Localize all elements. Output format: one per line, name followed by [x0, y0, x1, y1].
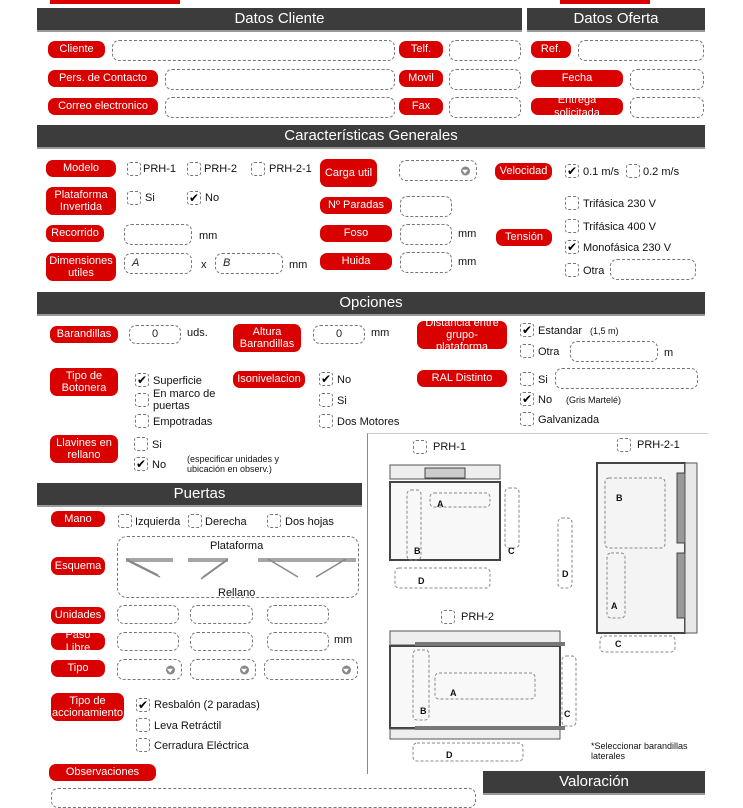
velocidad-02-label: 0.2 m/s [643, 166, 680, 178]
en-marco-label: En marco de puertas [153, 388, 216, 412]
diagram-prh21-label: PRH-2-1 [637, 439, 680, 451]
esquema-box [117, 536, 359, 598]
superficie-checkbox[interactable]: ✔ [136, 373, 148, 387]
carga-util-select[interactable] [399, 160, 477, 181]
observaciones-label: Observaciones [49, 764, 156, 781]
rellano-label: Rellano [218, 587, 256, 599]
invertida-si-checkbox[interactable] [127, 191, 141, 205]
tipo-select-3[interactable] [264, 659, 358, 680]
movil-field[interactable] [449, 69, 521, 90]
trifasica-230-label: Trifásica 230 V [583, 198, 656, 210]
dos-hojas-label: Dos hojas [285, 516, 334, 528]
diagram-prh1-checkbox[interactable] [413, 440, 427, 454]
telf-field[interactable] [449, 40, 521, 61]
n-paradas-field[interactable] [400, 196, 452, 217]
fecha-label: Fecha [531, 70, 623, 87]
tipo-select-2[interactable] [190, 659, 256, 680]
prh21-dim-d: D [562, 569, 569, 579]
trifasica-400-checkbox[interactable] [565, 219, 579, 233]
prh2-dim-a: A [450, 688, 457, 698]
ral-si-checkbox[interactable] [520, 372, 534, 386]
esquema-label: Esquema [51, 557, 105, 575]
dos-motores-checkbox[interactable] [319, 414, 333, 428]
tipo-accionamiento-label: Tipo de accionamiento [52, 694, 123, 719]
resbalon-checkbox[interactable]: ✔ [137, 698, 149, 712]
modelo-prh21-checkbox[interactable] [251, 162, 265, 176]
leva-checkbox[interactable] [136, 718, 150, 732]
altura-field[interactable]: 0 [313, 325, 365, 344]
general-section-header: Características Generales [37, 125, 705, 149]
unidades-label: Unidades [51, 607, 105, 624]
paso-libre-field-2[interactable] [190, 632, 253, 651]
distancia-otra-label: Otra [538, 346, 560, 358]
mano-label: Mano [51, 511, 105, 527]
ral-label: RAL Distinto [417, 370, 507, 387]
en-marco-checkbox[interactable] [135, 393, 149, 407]
prh2-dim-b: B [420, 706, 427, 716]
foso-field[interactable] [400, 224, 452, 245]
derecha-checkbox[interactable] [188, 514, 202, 528]
entrega-label: Entrega solicitada [531, 98, 623, 115]
dim-b-field[interactable]: B [215, 253, 283, 274]
correo-label: Correo electronico [48, 98, 158, 115]
monofasica-230-checkbox[interactable]: ✔ [566, 240, 578, 254]
barandillas-unit: uds. [187, 327, 208, 339]
paso-libre-unit: mm [334, 634, 353, 646]
altura-barandillas-label: Altura Barandillas [233, 324, 301, 352]
modelo-prh2-checkbox[interactable] [187, 162, 201, 176]
gris-note: (Gris Martelé) [566, 395, 622, 405]
pers-contacto-field[interactable] [165, 69, 395, 90]
velocidad-label: Velocidad [495, 163, 552, 180]
galvanizada-label: Galvanizada [538, 414, 600, 426]
paso-libre-label: Paso Libre [51, 633, 105, 650]
invertida-no-label: No [205, 192, 220, 204]
llavines-no-label: No [152, 459, 167, 471]
prh1-dim-c: C [508, 546, 515, 556]
llavines-note: (especificar unidades y ubicación en observ.) [187, 454, 280, 474]
modelo-prh21-label: PRH-2-1 [269, 163, 312, 175]
velocidad-01-label: 0.1 m/s [583, 166, 620, 178]
prh2-diagram [385, 628, 585, 768]
tipo-botonera-label: Tipo de Botonera [50, 368, 118, 396]
movil-label: Movil [399, 70, 443, 87]
plataforma-label: Plataforma [210, 540, 264, 552]
ref-field[interactable] [578, 40, 704, 61]
fax-field[interactable] [449, 97, 521, 118]
prh1-dim-b: B [414, 546, 421, 556]
dim-x-label: x [201, 259, 207, 271]
fecha-field[interactable] [630, 69, 704, 90]
isonivelacion-si-label: Si [337, 395, 347, 407]
prh21-dim-b: B [616, 493, 623, 503]
estandar-note: (1,5 m) [590, 326, 619, 336]
distancia-otra-field[interactable] [570, 341, 658, 362]
modelo-prh1-label: PRH-1 [143, 163, 177, 175]
cerradura-checkbox[interactable] [136, 738, 150, 752]
llavines-si-label: Si [152, 439, 162, 451]
diagram-prh21-checkbox[interactable] [617, 438, 631, 452]
prh1-dim-d: D [418, 576, 425, 586]
llavines-si-checkbox[interactable] [134, 437, 148, 451]
isonivelacion-label: Isonivelacion [233, 371, 305, 388]
invertida-si-label: Si [145, 192, 155, 204]
huida-label: Huida [320, 253, 392, 270]
barandillas-note: *Seleccionar barandillas laterales [591, 741, 688, 761]
ref-label: Ref. [531, 41, 571, 58]
isonivelacion-si-checkbox[interactable] [319, 393, 333, 407]
monofasica-230-label: Monofásica 230 V [583, 242, 672, 254]
isonivelacion-no-label: No [337, 374, 352, 386]
estandar-label: Estandar [538, 325, 583, 337]
diagram-prh2-checkbox[interactable] [441, 610, 455, 624]
prh2-dim-d: D [446, 750, 453, 760]
unidades-field-1[interactable] [117, 605, 179, 624]
galvanizada-checkbox[interactable] [520, 412, 534, 426]
pers-contacto-label: Pers. de Contacto [48, 70, 158, 87]
dim-unit: mm [289, 259, 308, 271]
n-paradas-label: Nº Paradas [320, 197, 392, 214]
telf-label: Telf. [399, 41, 443, 58]
doors-section-header: Puertas [37, 483, 362, 507]
prh1-dim-a: A [437, 499, 444, 509]
izquierda-checkbox[interactable] [118, 514, 132, 528]
distancia-unit: m [664, 347, 674, 359]
llavines-no-checkbox[interactable]: ✔ [135, 457, 147, 471]
prh21-dim-c: C [615, 639, 622, 649]
barandillas-field[interactable]: 0 [129, 325, 181, 344]
tension-otra-field[interactable] [610, 259, 696, 280]
foso-unit: mm [458, 228, 477, 240]
dim-a-field[interactable]: A [124, 253, 192, 274]
superficie-label: Superficie [153, 375, 202, 387]
tension-label: Tensión [496, 229, 552, 246]
prh1-diagram [385, 460, 525, 600]
foso-label: Foso [320, 225, 392, 242]
resbalon-label: Resbalón (2 paradas) [154, 699, 260, 711]
huida-unit: mm [458, 256, 477, 268]
distancia-otra-checkbox[interactable] [520, 344, 534, 358]
plataforma-invertida-label: Plataforma Invertida [46, 187, 116, 215]
leva-label: Leva Retráctil [154, 720, 222, 732]
cerradura-label: Cerradura Eléctrica [154, 740, 249, 752]
tipo-label: Tipo [51, 660, 105, 677]
tipo-select-1[interactable] [117, 659, 182, 680]
ral-no-label: No [538, 394, 553, 406]
dos-hojas-checkbox[interactable] [267, 514, 281, 528]
ral-no-checkbox[interactable]: ✔ [521, 392, 533, 406]
recorrido-label: Recorrido [46, 225, 104, 242]
unidades-field-2[interactable] [190, 605, 253, 624]
trifasica-230-checkbox[interactable] [565, 196, 579, 210]
recorrido-field[interactable] [124, 224, 192, 245]
top-accent-right [560, 0, 650, 4]
prh21-dim-a: A [611, 601, 618, 611]
cliente-label: Cliente [48, 41, 105, 58]
modelo-label: Modelo [46, 160, 116, 177]
empotradas-checkbox[interactable] [135, 414, 149, 428]
derecha-label: Derecha [205, 516, 247, 528]
offer-section-header: Datos Oferta [527, 8, 705, 32]
tension-otra-checkbox[interactable] [565, 263, 579, 277]
diagram-prh1-label: PRH-1 [433, 441, 467, 453]
options-section-header: Opciones [37, 292, 705, 316]
altura-unit: mm [371, 327, 390, 339]
dimensiones-label: Dimensiones utiles [46, 253, 116, 281]
client-section-header: Datos Cliente [37, 8, 522, 32]
ral-si-label: Si [538, 374, 548, 386]
dos-motores-label: Dos Motores [337, 416, 400, 428]
fax-label: Fax [399, 98, 443, 115]
llavines-label: Llavines en rellano [50, 435, 118, 463]
ral-field[interactable] [555, 368, 698, 389]
diagram-prh2-label: PRH-2 [461, 611, 495, 623]
tension-otra-label: Otra [583, 265, 605, 277]
huida-field[interactable] [400, 252, 452, 273]
carga-util-label: Carga util [320, 159, 377, 187]
barandillas-label: Barandillas [50, 326, 118, 343]
modelo-prh1-checkbox[interactable] [127, 162, 141, 176]
observaciones-field[interactable] [51, 788, 476, 808]
correo-field[interactable] [165, 97, 395, 118]
paso-libre-field-3[interactable] [267, 632, 329, 651]
trifasica-400-label: Trifásica 400 V [583, 221, 656, 233]
entrega-field[interactable] [630, 97, 704, 118]
prh2-dim-c: C [564, 709, 571, 719]
cliente-field[interactable] [112, 40, 395, 61]
invertida-no-checkbox[interactable]: ✔ [188, 191, 200, 205]
recorrido-unit: mm [199, 230, 218, 242]
top-accent-left [50, 0, 180, 4]
paso-libre-field-1[interactable] [117, 632, 179, 651]
velocidad-02-checkbox[interactable] [626, 164, 640, 178]
empotradas-label: Empotradas [153, 416, 213, 428]
modelo-prh2-label: PRH-2 [204, 163, 238, 175]
valoracion-section-header: Valoración [483, 771, 705, 795]
estandar-checkbox[interactable]: ✔ [521, 323, 533, 337]
velocidad-01-checkbox[interactable]: ✔ [566, 164, 578, 178]
isonivelacion-no-checkbox[interactable]: ✔ [320, 372, 332, 386]
distancia-label: Distancia entre grupo-plataforma [417, 321, 507, 349]
izquierda-label: Izquierda [135, 516, 181, 528]
unidades-field-3[interactable] [267, 605, 329, 624]
